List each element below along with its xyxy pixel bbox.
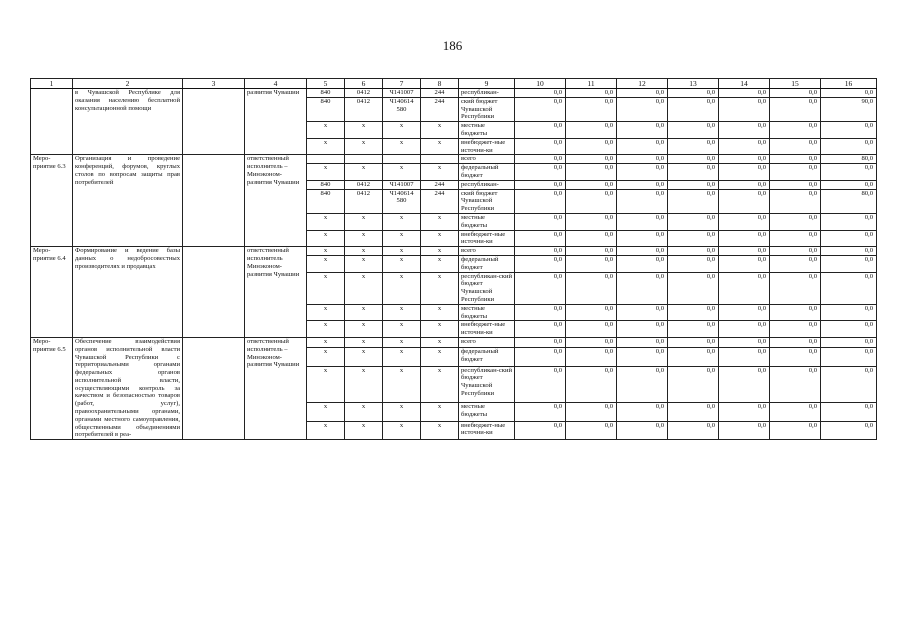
column-header: 4 (245, 79, 307, 89)
amount-cell: 0,0 (566, 347, 617, 366)
amount-cell: 0,0 (770, 304, 821, 321)
amount-cell: 0,0 (719, 213, 770, 230)
budget-code-cell: x (383, 247, 421, 256)
table-row (31, 337, 877, 347)
amount-cell: 0,0 (770, 189, 821, 213)
budget-code-cell: x (307, 255, 345, 272)
amount-cell: 0,0 (821, 255, 877, 272)
budget-code-cell: x (307, 138, 345, 155)
amount-cell: 90,0 (821, 97, 877, 121)
amount-cell: 0,0 (719, 337, 770, 347)
amount-cell: 0,0 (566, 122, 617, 139)
responsible-executor: развития Чувашии (245, 89, 307, 155)
budget-code-cell: x (345, 402, 383, 421)
budget-code-cell: Ч141007 (383, 180, 421, 189)
amount-cell: 0,0 (821, 122, 877, 139)
amount-cell: 0,0 (770, 164, 821, 181)
budget-code-cell (307, 155, 345, 164)
amount-cell: 0,0 (821, 213, 877, 230)
budget-code-cell: x (307, 213, 345, 230)
amount-cell: 0,0 (617, 180, 668, 189)
budget-code-cell: x (383, 304, 421, 321)
budget-code-cell: 244 (421, 180, 459, 189)
amount-cell: 0,0 (668, 402, 719, 421)
amount-cell: 0,0 (770, 138, 821, 155)
budget-code-cell: x (421, 402, 459, 421)
page-number: 186 (442, 38, 463, 53)
budget-code-cell: x (383, 402, 421, 421)
amount-cell: 0,0 (821, 138, 877, 155)
budget-code-cell: x (383, 321, 421, 338)
amount-cell: 0,0 (770, 155, 821, 164)
budget-code-cell: x (421, 164, 459, 181)
amount-cell: 0,0 (617, 321, 668, 338)
table-row (31, 155, 877, 164)
amount-cell: 0,0 (566, 247, 617, 256)
funding-source: федеральный бюджет (459, 347, 515, 366)
budget-table (30, 78, 877, 440)
amount-cell: 0,0 (515, 304, 566, 321)
budget-code-cell: x (383, 255, 421, 272)
amount-cell: 0,0 (770, 421, 821, 440)
responsible-executor: ответственный исполнитель – Минэконом-развития Чувашии (245, 155, 307, 247)
amount-cell: 0,0 (719, 247, 770, 256)
amount-cell: 0,0 (515, 89, 566, 98)
amount-cell: 0,0 (719, 138, 770, 155)
amount-cell: 0,0 (719, 189, 770, 213)
budget-code-cell: x (345, 255, 383, 272)
amount-cell: 0,0 (821, 272, 877, 304)
budget-code-cell: x (421, 304, 459, 321)
budget-code-cell: x (383, 122, 421, 139)
funding-source: всего (459, 247, 515, 256)
amount-cell: 0,0 (719, 255, 770, 272)
budget-code-cell: x (307, 421, 345, 440)
amount-cell: 0,0 (821, 164, 877, 181)
budget-code-cell: x (421, 230, 459, 247)
amount-cell: 0,0 (719, 421, 770, 440)
amount-cell: 0,0 (566, 189, 617, 213)
amount-cell: 0,0 (821, 421, 877, 440)
amount-cell: 0,0 (821, 304, 877, 321)
budget-code-cell: Ч141007 (383, 89, 421, 98)
amount-cell: 0,0 (668, 321, 719, 338)
budget-code-cell: x (383, 230, 421, 247)
amount-cell: 0,0 (617, 247, 668, 256)
funding-source: федеральный бюджет (459, 255, 515, 272)
amount-cell: 0,0 (719, 97, 770, 121)
amount-cell: 0,0 (515, 97, 566, 121)
budget-code-cell: x (421, 122, 459, 139)
amount-cell: 0,0 (770, 366, 821, 402)
amount-cell: 0,0 (566, 138, 617, 155)
amount-cell: 0,0 (719, 180, 770, 189)
amount-cell: 0,0 (719, 321, 770, 338)
amount-cell: 0,0 (821, 366, 877, 402)
funding-source: местные бюджеты (459, 304, 515, 321)
budget-code-cell: 0412 (345, 97, 383, 121)
budget-code-cell: x (421, 138, 459, 155)
budget-code-cell: x (307, 347, 345, 366)
funding-source: республикан-ский бюджет Чувашской Республики (459, 272, 515, 304)
budget-code-cell: x (383, 213, 421, 230)
column-header: 16 (821, 79, 877, 89)
amount-cell: 0,0 (668, 138, 719, 155)
amount-cell: 0,0 (719, 155, 770, 164)
budget-code-cell: Ч140614 580 (383, 189, 421, 213)
column-3-cell (183, 155, 245, 247)
column-header: 1 (31, 79, 73, 89)
amount-cell: 0,0 (770, 247, 821, 256)
amount-cell: 0,0 (821, 321, 877, 338)
amount-cell: 0,0 (515, 155, 566, 164)
column-header: 15 (770, 79, 821, 89)
amount-cell: 0,0 (617, 347, 668, 366)
amount-cell: 0,0 (719, 366, 770, 402)
budget-code-cell: x (421, 213, 459, 230)
table-row (31, 89, 877, 98)
responsible-executor: ответственный исполнитель – Минэконом-развития Чувашии (245, 337, 307, 439)
column-header: 8 (421, 79, 459, 89)
budget-code-cell: x (421, 347, 459, 366)
amount-cell: 0,0 (566, 337, 617, 347)
amount-cell: 0,0 (821, 402, 877, 421)
amount-cell: 0,0 (617, 213, 668, 230)
amount-cell: 0,0 (668, 337, 719, 347)
budget-code-cell: x (307, 304, 345, 321)
amount-cell: 0,0 (719, 402, 770, 421)
amount-cell: 0,0 (617, 138, 668, 155)
budget-code-cell (383, 155, 421, 164)
amount-cell: 0,0 (719, 164, 770, 181)
budget-code-cell (345, 155, 383, 164)
column-header: 11 (566, 79, 617, 89)
amount-cell: 0,0 (515, 247, 566, 256)
amount-cell: 0,0 (566, 272, 617, 304)
amount-cell: 0,0 (617, 366, 668, 402)
amount-cell: 0,0 (770, 230, 821, 247)
amount-cell: 0,0 (617, 272, 668, 304)
amount-cell: 0,0 (668, 421, 719, 440)
funding-source: республикан-ский бюджет Чувашской Республики (459, 366, 515, 402)
amount-cell: 0,0 (515, 337, 566, 347)
column-header: 3 (183, 79, 245, 89)
amount-cell: 0,0 (668, 230, 719, 247)
budget-code-cell: 840 (307, 180, 345, 189)
amount-cell: 0,0 (617, 337, 668, 347)
amount-cell: 0,0 (566, 164, 617, 181)
amount-cell: 0,0 (668, 213, 719, 230)
budget-code-cell: x (307, 337, 345, 347)
funding-source: республикан- (459, 180, 515, 189)
amount-cell: 0,0 (668, 304, 719, 321)
amount-cell: 0,0 (515, 138, 566, 155)
budget-code-cell: 244 (421, 97, 459, 121)
column-header: 12 (617, 79, 668, 89)
amount-cell: 0,0 (770, 122, 821, 139)
budget-code-cell: x (345, 366, 383, 402)
amount-cell: 0,0 (566, 97, 617, 121)
budget-code-cell: x (307, 366, 345, 402)
amount-cell: 0,0 (770, 97, 821, 121)
amount-cell: 0,0 (668, 89, 719, 98)
amount-cell: 0,0 (515, 122, 566, 139)
budget-code-cell: x (345, 230, 383, 247)
amount-cell: 0,0 (515, 255, 566, 272)
amount-cell: 0,0 (719, 347, 770, 366)
budget-code-cell: x (383, 421, 421, 440)
amount-cell: 0,0 (821, 89, 877, 98)
budget-code-cell: x (307, 272, 345, 304)
budget-code-cell: 0412 (345, 89, 383, 98)
activity-description: в Чувашской Республике для оказания населению бесплатной консультационной помощи (73, 89, 183, 155)
budget-code-cell: 244 (421, 89, 459, 98)
amount-cell: 0,0 (668, 180, 719, 189)
column-header: 2 (73, 79, 183, 89)
amount-cell: 0,0 (566, 255, 617, 272)
budget-code-cell: x (421, 337, 459, 347)
amount-cell: 0,0 (515, 321, 566, 338)
budget-code-cell: x (345, 337, 383, 347)
amount-cell: 0,0 (617, 89, 668, 98)
amount-cell: 0,0 (566, 321, 617, 338)
amount-cell: 0,0 (566, 366, 617, 402)
budget-code-cell: x (345, 304, 383, 321)
budget-code-cell: 840 (307, 189, 345, 213)
amount-cell: 0,0 (821, 230, 877, 247)
activity-description: Организация и проведение конференций, форумов, круглых столов по вопросам защиты прав потребителей (73, 155, 183, 247)
amount-cell: 0,0 (515, 189, 566, 213)
amount-cell: 0,0 (515, 347, 566, 366)
amount-cell: 0,0 (566, 304, 617, 321)
funding-source: внебюджет-ные источни-ки (459, 230, 515, 247)
budget-code-cell: x (421, 321, 459, 338)
funding-source: внебюджет-ные источни-ки (459, 421, 515, 440)
budget-code-cell: x (307, 122, 345, 139)
amount-cell: 0,0 (668, 189, 719, 213)
amount-cell: 0,0 (515, 402, 566, 421)
budget-code-cell: x (307, 402, 345, 421)
column-header: 13 (668, 79, 719, 89)
funding-source: республикан- (459, 89, 515, 98)
budget-code-cell: x (345, 164, 383, 181)
header-row (31, 79, 877, 89)
amount-cell: 0,0 (617, 97, 668, 121)
budget-code-cell: x (383, 138, 421, 155)
funding-source: федеральный бюджет (459, 164, 515, 181)
activity-number: Меро-приятие 6.4 (31, 247, 73, 338)
amount-cell: 0,0 (617, 122, 668, 139)
amount-cell: 0,0 (617, 304, 668, 321)
activity-number: Меро-приятие 6.5 (31, 337, 73, 439)
amount-cell: 80,0 (821, 155, 877, 164)
amount-cell: 0,0 (617, 155, 668, 164)
budget-code-cell: x (307, 321, 345, 338)
amount-cell: 0,0 (617, 255, 668, 272)
activity-number (31, 89, 73, 155)
amount-cell: 0,0 (821, 247, 877, 256)
budget-code-cell: 840 (307, 89, 345, 98)
amount-cell: 0,0 (668, 255, 719, 272)
amount-cell: 0,0 (770, 402, 821, 421)
budget-code-cell: x (421, 255, 459, 272)
amount-cell: 0,0 (668, 155, 719, 164)
amount-cell: 0,0 (821, 337, 877, 347)
column-header: 7 (383, 79, 421, 89)
amount-cell: 0,0 (566, 421, 617, 440)
budget-code-cell: x (345, 421, 383, 440)
amount-cell: 0,0 (515, 272, 566, 304)
column-header: 14 (719, 79, 770, 89)
amount-cell: 0,0 (719, 122, 770, 139)
amount-cell: 0,0 (515, 180, 566, 189)
budget-code-cell: x (383, 164, 421, 181)
amount-cell: 0,0 (668, 366, 719, 402)
amount-cell: 0,0 (617, 164, 668, 181)
amount-cell: 0,0 (668, 122, 719, 139)
column-header: 6 (345, 79, 383, 89)
budget-code-cell: Ч140614 580 (383, 97, 421, 121)
budget-code-cell: x (383, 366, 421, 402)
budget-code-cell: x (345, 272, 383, 304)
amount-cell: 0,0 (566, 180, 617, 189)
amount-cell: 0,0 (566, 402, 617, 421)
budget-code-cell: x (307, 164, 345, 181)
amount-cell: 0,0 (566, 213, 617, 230)
amount-cell: 0,0 (719, 230, 770, 247)
amount-cell: 0,0 (617, 402, 668, 421)
amount-cell: 0,0 (821, 180, 877, 189)
activity-description: Обеспечение взаимодействия органов исполнительной власти Чувашской Республики с территориальными органами федеральных органов исполнительной власти, осуществляющими контроль за качеством и безопасностью товаров (работ, услуг), правоохранительными органами, органами местного самоуправления, общественными объединениями потребителей в реа- (73, 337, 183, 439)
table-body (31, 79, 877, 440)
column-header: 5 (307, 79, 345, 89)
budget-code-cell: 244 (421, 189, 459, 213)
amount-cell: 0,0 (515, 213, 566, 230)
amount-cell: 0,0 (515, 421, 566, 440)
budget-code-cell: 0412 (345, 180, 383, 189)
budget-code-cell: x (345, 347, 383, 366)
budget-code-cell: x (345, 247, 383, 256)
activity-number: Меро-приятие 6.3 (31, 155, 73, 247)
amount-cell: 0,0 (770, 255, 821, 272)
table-row (31, 247, 877, 256)
funding-source: всего (459, 337, 515, 347)
amount-cell: 0,0 (668, 247, 719, 256)
budget-code-cell: x (345, 122, 383, 139)
budget-code-cell: x (345, 138, 383, 155)
budget-code-cell: x (383, 347, 421, 366)
funding-source: местные бюджеты (459, 122, 515, 139)
amount-cell: 0,0 (719, 304, 770, 321)
amount-cell: 0,0 (770, 272, 821, 304)
amount-cell: 0,0 (770, 213, 821, 230)
budget-code-cell: x (345, 213, 383, 230)
amount-cell: 0,0 (515, 366, 566, 402)
amount-cell: 0,0 (770, 180, 821, 189)
budget-code-cell: x (421, 247, 459, 256)
amount-cell: 0,0 (668, 164, 719, 181)
funding-source: ский бюджет Чувашской Республики (459, 189, 515, 213)
amount-cell: 0,0 (617, 189, 668, 213)
column-header: 9 (459, 79, 515, 89)
amount-cell: 0,0 (566, 155, 617, 164)
budget-code-cell: x (383, 272, 421, 304)
amount-cell: 0,0 (515, 164, 566, 181)
column-3-cell (183, 337, 245, 439)
budget-code-cell: x (421, 421, 459, 440)
funding-source: ский бюджет Чувашской Республики (459, 97, 515, 121)
funding-source: местные бюджеты (459, 213, 515, 230)
budget-code-cell: x (383, 337, 421, 347)
funding-source: внебюджет-ные источни-ки (459, 321, 515, 338)
responsible-executor: ответственный исполнитель Минэконом-развития Чувашии (245, 247, 307, 338)
column-header: 10 (515, 79, 566, 89)
budget-code-cell: x (421, 272, 459, 304)
budget-code-cell: x (307, 230, 345, 247)
budget-code-cell: x (307, 247, 345, 256)
amount-cell: 80,0 (821, 189, 877, 213)
amount-cell: 0,0 (566, 230, 617, 247)
amount-cell: 0,0 (617, 230, 668, 247)
budget-code-cell: 0412 (345, 189, 383, 213)
funding-source: всего (459, 155, 515, 164)
amount-cell: 0,0 (821, 347, 877, 366)
activity-description: Формирование и ведение базы данных о недобросовестных производителях и продавцах (73, 247, 183, 338)
funding-source: местные бюджеты (459, 402, 515, 421)
column-3-cell (183, 89, 245, 155)
amount-cell: 0,0 (515, 230, 566, 247)
amount-cell: 0,0 (719, 89, 770, 98)
funding-source: внебюджет-ные источни-ки (459, 138, 515, 155)
budget-code-cell: x (345, 321, 383, 338)
budget-code-cell: 840 (307, 97, 345, 121)
amount-cell: 0,0 (770, 89, 821, 98)
amount-cell: 0,0 (770, 337, 821, 347)
budget-code-cell (421, 155, 459, 164)
amount-cell: 0,0 (668, 97, 719, 121)
column-3-cell (183, 247, 245, 338)
amount-cell: 0,0 (668, 347, 719, 366)
budget-code-cell: x (421, 366, 459, 402)
amount-cell: 0,0 (770, 321, 821, 338)
amount-cell: 0,0 (719, 272, 770, 304)
amount-cell: 0,0 (668, 272, 719, 304)
amount-cell: 0,0 (617, 421, 668, 440)
amount-cell: 0,0 (770, 347, 821, 366)
amount-cell: 0,0 (566, 89, 617, 98)
